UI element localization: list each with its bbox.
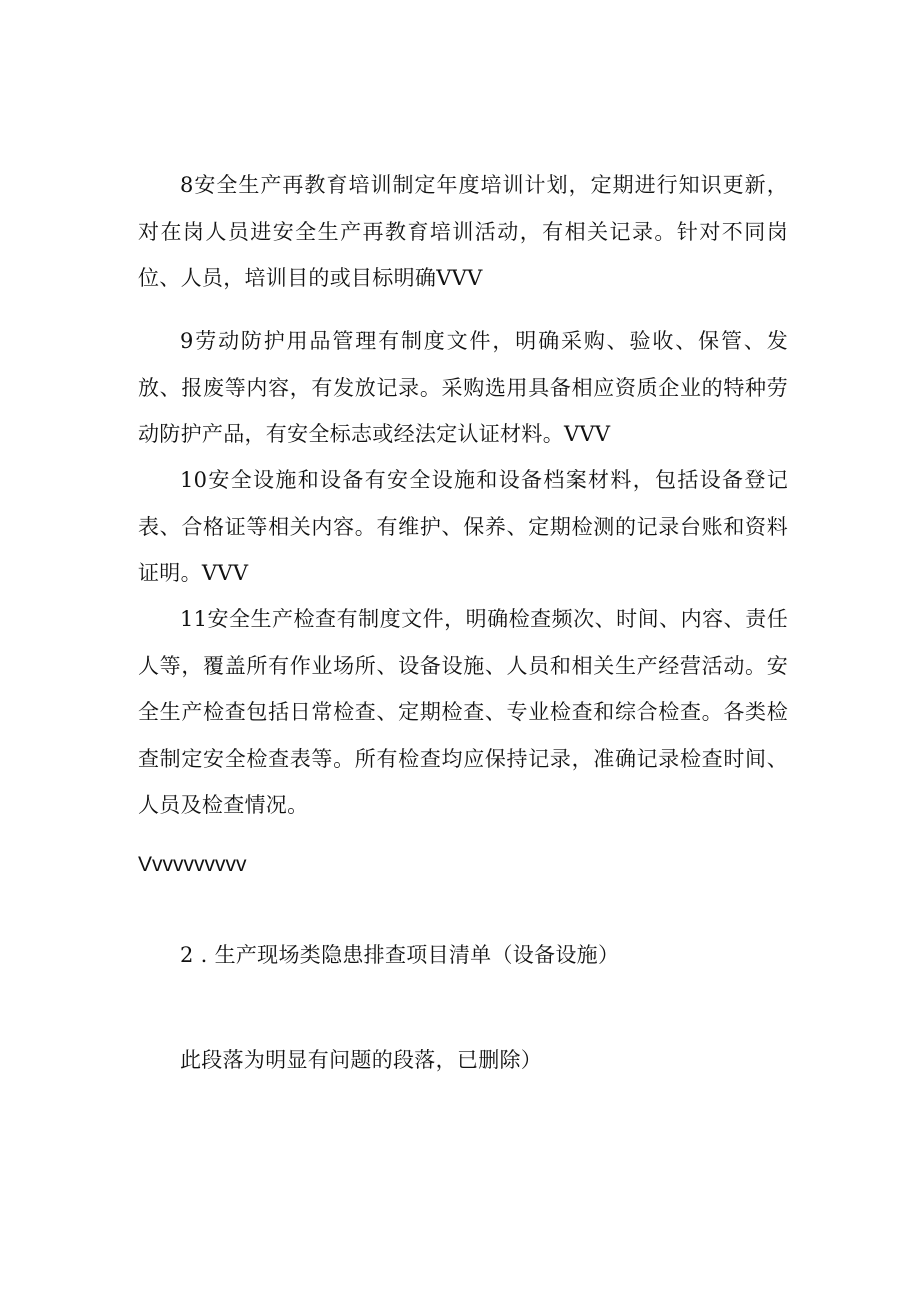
paragraph-item-11: 11安全生产检查有制度文件，明确检查频次、时间、内容、责任人等，覆盖所有作业场所、设备设施、人员和相关生产经营活动。安全生产检查包括日常检查、定期检查、专业检查和综合检查。各类检查制定安全检查表等。所有检查均应保持记录，准确记录检查时间、人员及检查情况。 <box>138 607 788 817</box>
paragraph-item-10: 10安全设施和设备有安全设施和设备档案材料，包括设备登记表、合格证等相关内容。有维护、保养、定期检测的记录台账和资料证明。VVV <box>138 468 788 585</box>
section-heading: 2 . 生产现场类隐患排查项目清单（设备设施） <box>180 943 620 967</box>
v-marker-line: Vvvvvvvvvv <box>138 853 247 876</box>
removed-paragraph-note: 此段落为明显有问题的段落，已删除） <box>180 1048 543 1072</box>
paragraph-item-8: 8安全生产再教育培训制定年度培训计划，定期进行知识更新，对在岗人员进安全生产再教育培训活动，有相关记录。针对不同岗位、人员，培训目的或目标明确VVV <box>138 173 788 290</box>
paragraph-item-9: 9劳动防护用品管理有制度文件，明确采购、验收、保管、发放、报废等内容，有发放记录。采购选用具备相应资质企业的特种劳动防护产品，有安全标志或经法定认证材料。VVV <box>138 329 788 446</box>
